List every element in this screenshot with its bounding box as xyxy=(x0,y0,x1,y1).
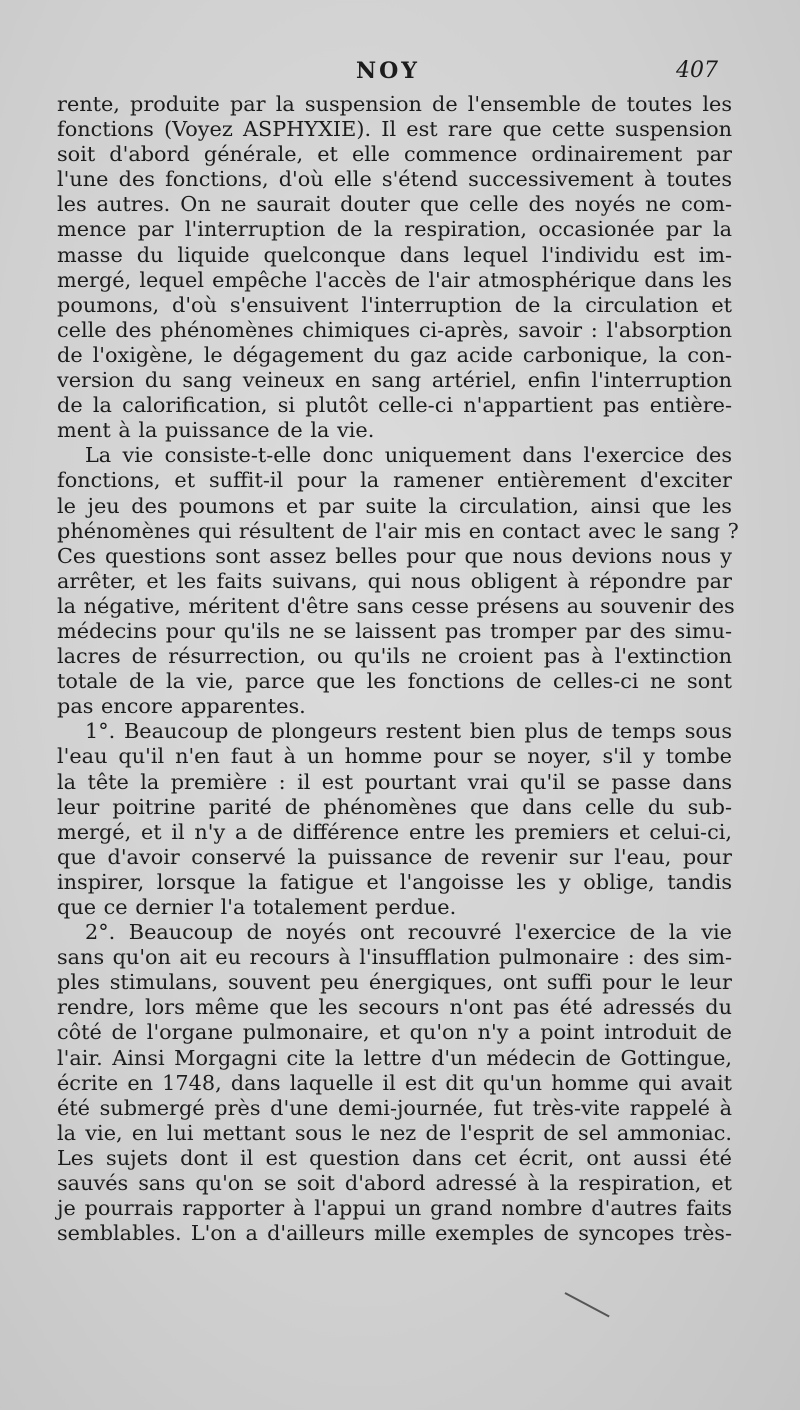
text-line: que d'avoir conservé la puissance de revenir sur l'eau, pour xyxy=(57,844,732,869)
paragraph-start-line: 1°. Beaucoup de plongeurs restent bien plus de temps sous xyxy=(85,719,732,744)
paragraph-start-line: 2°. Beaucoup de noyés ont recouvré l'exercice de la vie xyxy=(85,920,732,945)
text-line: soit d'abord générale, et elle commence ordinairement par xyxy=(57,142,732,167)
text-line: médecins pour qu'ils ne se laissent pas tromper par des simu- xyxy=(57,618,732,643)
text-line: fonctions (Voyez ASPHYXIE). Il est rare que cette suspension xyxy=(57,117,732,142)
page-number: 407 xyxy=(676,58,718,83)
text-line: rendre, lors même que les secours n'ont pas été adressés du xyxy=(57,995,732,1020)
text-line: Ces questions sont assez belles pour que nous devions nous y xyxy=(57,543,732,568)
text-line: phénomènes qui résultent de l'air mis en contact avec le sang ? xyxy=(57,518,739,543)
text-line: Les sujets dont il est question dans cet écrit, ont aussi été xyxy=(57,1145,732,1170)
text-line: semblables. L'on a d'ailleurs mille exemples de syncopes très- xyxy=(57,1221,732,1246)
text-line: l'eau qu'il n'en faut à un homme pour se noyer, s'il y tombe xyxy=(57,744,732,769)
page-header xyxy=(0,58,800,88)
text-line: côté de l'organe pulmonaire, et qu'on n'y a point introduit de xyxy=(57,1020,732,1045)
text-line: écrite en 1748, dans laquelle il est dit qu'un homme qui avait xyxy=(57,1070,732,1095)
text-line: arrêter, et les faits suivans, qui nous obligent à répondre par xyxy=(57,568,732,593)
text-line: celle des phénomènes chimiques ci-après, savoir : l'absorption xyxy=(57,317,732,342)
text-line: de la calorification, si plutôt celle-ci n'appartient pas entière- xyxy=(57,393,732,418)
text-line: ment à la puissance de la vie. xyxy=(57,418,375,443)
text-line: été submergé près d'une demi-journée, fut très-vite rappelé à xyxy=(57,1095,732,1120)
text-line: je pourrais rapporter à l'appui un grand nombre d'autres faits xyxy=(57,1196,732,1221)
text-line: mence par l'interruption de la respiration, occasionée par la xyxy=(57,217,732,242)
body-text xyxy=(57,92,739,1246)
running-head: NOY xyxy=(356,58,420,84)
text-line: les autres. On ne saurait douter que celle des noyés ne com- xyxy=(57,192,732,217)
text-line: que ce dernier l'a totalement perdue. xyxy=(57,895,457,919)
text-line: le jeu des poumons et par suite la circulation, ainsi que les xyxy=(57,493,732,518)
text-line: mergé, et il n'y a de différence entre les premiers et celui-ci, xyxy=(57,819,732,844)
text-line: masse du liquide quelconque dans lequel l'individu est im- xyxy=(57,242,732,267)
text-line: pas encore apparentes. xyxy=(57,694,306,719)
text-line: rente, produite par la suspension de l'ensemble de toutes les xyxy=(57,92,732,116)
text-line: leur poitrine parité de phénomènes que dans celle du sub- xyxy=(57,794,732,819)
text-line: poumons, d'où s'ensuivent l'interruption de la circulation et xyxy=(57,292,732,317)
text-line: la négative, méritent d'être sans cesse présens au souvenir des xyxy=(57,593,735,618)
text-line: mergé, lequel empêche l'accès de l'air atmosphérique dans les xyxy=(57,267,732,292)
text-line: l'une des fonctions, d'où elle s'étend successivement à toutes xyxy=(57,167,732,192)
text-line: lacres de résurrection, ou qu'ils ne croient pas à l'extinction xyxy=(57,644,732,669)
text-line: sauvés sans qu'on se soit d'abord adressé à la respiration, et xyxy=(57,1171,732,1196)
text-line: totale de la vie, parce que les fonctions de celles-ci ne sont xyxy=(57,669,732,694)
pen-mark xyxy=(565,1292,610,1317)
text-line: fonctions, et suffit-il pour la ramener entièrement d'exciter xyxy=(57,468,732,493)
text-line: la vie, en lui mettant sous le nez de l'esprit de sel ammoniac. xyxy=(57,1120,732,1145)
text-line: la tête la première : il est pourtant vrai qu'il se passe dans xyxy=(57,769,732,794)
text-line: ples stimulans, souvent peu énergiques, ont suffi pour le leur xyxy=(57,970,732,995)
text-line: version du sang veineux en sang artériel, enfin l'interruption xyxy=(57,368,732,393)
text-line: l'air. Ainsi Morgagni cite la lettre d'un médecin de Gottingue, xyxy=(57,1045,732,1070)
text-line: sans qu'on ait eu recours à l'insufflation pulmonaire : des sim- xyxy=(57,945,732,970)
text-line: de l'oxigène, le dégagement du gaz acide carbonique, la con- xyxy=(57,342,732,367)
text-line: inspirer, lorsque la fatigue et l'angoisse les y oblige, tandis xyxy=(57,869,732,894)
paragraph-start-line: La vie consiste-t-elle donc uniquement dans l'exercice des xyxy=(85,443,732,468)
